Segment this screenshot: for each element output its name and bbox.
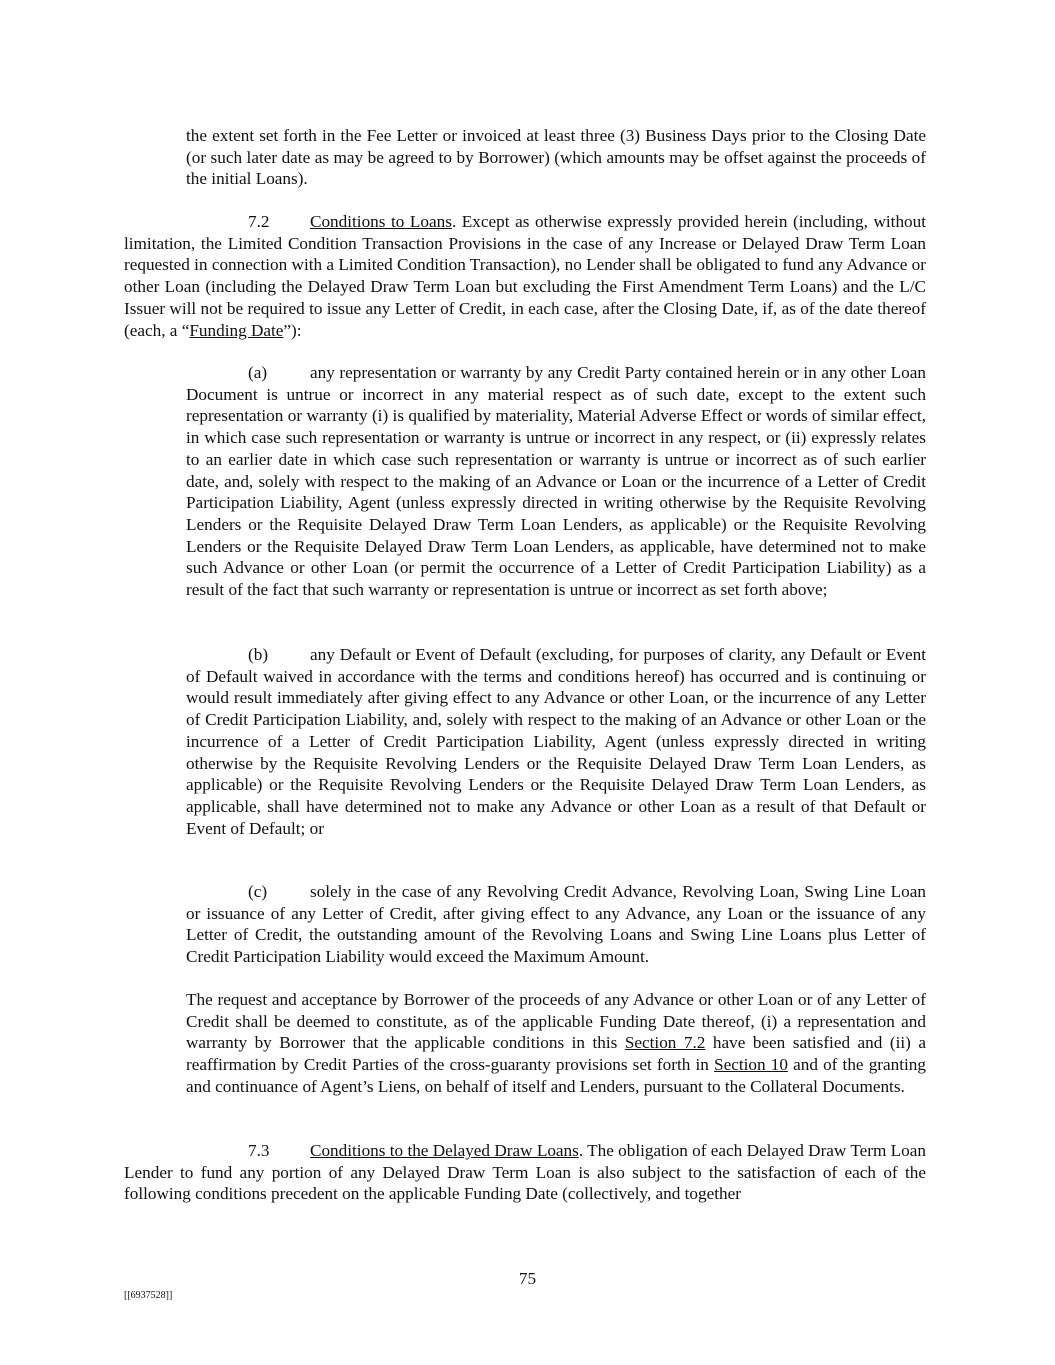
document-id: [[6937528]] — [124, 1290, 173, 1301]
funding-date-term: Funding Date — [189, 320, 284, 340]
section-7-3-number: 7.3 — [248, 1141, 270, 1160]
closing-text-2: have been satisfied and (ii) a reaffirmation by Credit Parties of the cross-guaranty provisions set forth in — [186, 1033, 926, 1075]
page-number: 75 — [518, 1269, 537, 1288]
section-7-2-number: 7.2 — [248, 212, 270, 231]
closing-text-3: and of the granting and continuance of Agent’s Liens, on behalf of itself and Lenders, pursuant to the Collateral Documents. — [186, 1055, 926, 1096]
clause-c-text: solely in the case of any Revolving Credit Advance, Revolving Loan, Swing Line Loan or issuance of any Letter of Credit, after giving effect to any Advance, any Loan or the issuance of any Letter of Credit, the outstanding amount of the Revolving Loans and Swing Line Loans plus Letter of Credit Participation Liability would exceed the Maximum Amount. — [186, 882, 926, 967]
clause-a-paragraph — [186, 362, 926, 601]
clause-b-label: (b) — [248, 645, 269, 664]
section-7-3-paragraph — [124, 1140, 926, 1205]
continuation-text: the extent set forth in the Fee Letter or invoiced at least three (3) Business Days prior to the Closing Date (or such later date as may be agreed to by Borrower) (which amounts may be offset against the proceeds of the initial Loans). — [186, 126, 926, 189]
continuation-paragraph — [186, 125, 926, 190]
clause-a-label: (a) — [248, 363, 268, 382]
section-7-2-reference: Section 7.2 — [624, 1033, 706, 1053]
section-10-reference: Section 10 — [714, 1055, 788, 1075]
closing-paragraph — [186, 989, 926, 1098]
section-7-2-heading: Conditions to Loans — [310, 212, 452, 231]
clause-c-paragraph — [186, 881, 926, 968]
clause-a-text: any representation or warranty by any Credit Party contained herein or in any other Loan Document is untrue or incorrect in any material respect as of such date, except to the extent such representation or warranty (i) is qualified by materiality, Material Adverse Effect or words of similar effect, in which case such representation or warranty is untrue or incorrect in any respect, or (ii) expressly relates to an earlier date in which case such representation or warranty is untrue or incorrect as of such earlier date, and, solely with respect to the making of an Advance or Loan or the incurrence of a Letter of Credit Participation Liability, Agent (unless expressly directed in writing otherwise by the Requisite Revolving Lenders or the Requisite Delayed Draw Term Loan Lenders, as applicable) or the Requisite Revolving Lenders or the Requisite Delayed Draw Term Loan Lenders, as applicable, have determined not to make such Advance or other Loan (or permit the occurrence of a Letter of Credit Participation Liability) as a result of the fact that such warranty or representation is untrue or incorrect as set forth above; — [186, 363, 926, 600]
section-7-3-text: . The obligation of each Delayed Draw Term Loan Lender to fund any portion of any Delayed Draw Term Loan is also subject to the satisfaction of each of the following conditions precedent on the applicable Funding Date (collectively, and together — [124, 1141, 926, 1204]
clause-b-paragraph — [186, 644, 926, 839]
clause-b-text: any Default or Event of Default (excluding, for purposes of clarity, any Default or Event of Default waived in accordance with the terms and conditions hereof) has occurred and is continuing or would result immediately after giving effect to any Advance or other Loan, or the incurrence of any Letter of Credit Participation Liability, and, solely with respect to the making of an Advance or other Loan or the incurrence of a Letter of Credit Participation Liability, Agent (unless expressly directed in writing otherwise by the Requisite Revolving Lenders or the Requisite Delayed Draw Term Loan Lenders, as applicable) or the Requisite Revolving Lenders or the Requisite Delayed Draw Term Loan Lenders, as applicable, shall have determined not to make any Advance or other Loan as a result of that Default or Event of Default; or — [186, 645, 926, 838]
section-7-2-text-end: ”): — [283, 320, 302, 340]
section-7-2-paragraph — [124, 211, 926, 341]
section-7-2-text: . Except as otherwise expressly provided herein (including, without limitation, the Limited Condition Transaction Provisions in the case of any Increase or Delayed Draw Term Loan requested in connection with a Limited Condition Transaction), no Lender shall be obligated to fund any Advance or other Loan (including the Delayed Draw Term Loan but excluding the First Amendment Term Loans) and the L/C Issuer will not be required to issue any Letter of Credit, in each case, after the Closing Date, if, as of the date thereof (each, a “ — [124, 212, 926, 340]
closing-text-1: The request and acceptance by Borrower of the proceeds of any Advance or other Loan or of any Letter of Credit shall be deemed to constitute, as of the applicable Funding Date thereof, (i) a representation and warranty by Borrower that the applicable conditions in this — [186, 990, 926, 1053]
clause-c-label: (c) — [248, 882, 268, 901]
section-7-3-heading: Conditions to the Delayed Draw Loans — [310, 1141, 579, 1160]
